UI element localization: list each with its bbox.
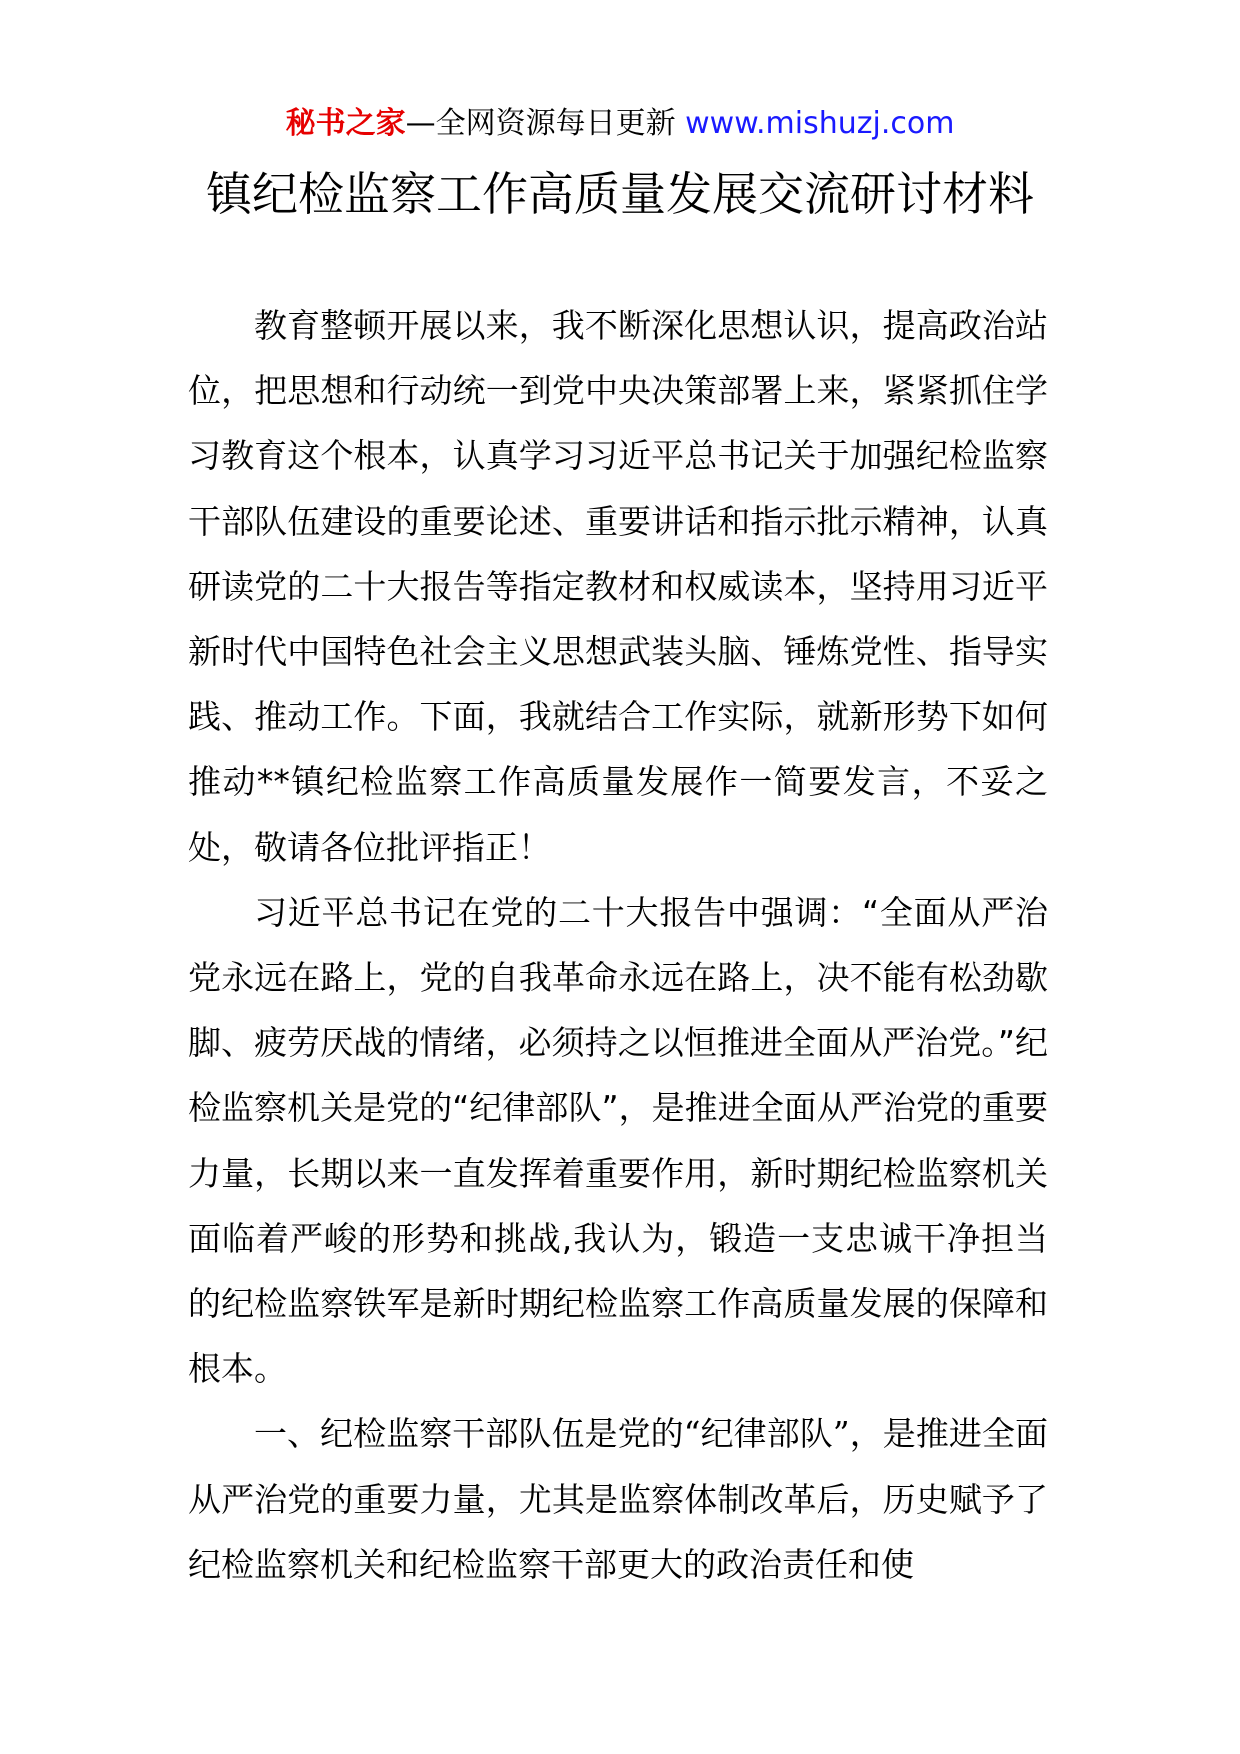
document-body (188, 293, 1048, 1597)
body-paragraph-1: 教育整顿开展以来，我不断深化思想认识，提高政治站位，把思想和行动统一到党中央决策部署上来，紧紧抓住学习教育这个根本，认真学习习近平总书记关于加强纪检监察干部队伍建设的重要论述、重要讲话和指示批示精神，认真研读党的二十大报告等指定教材和权威读本，坚持用习近平新时代中国特色社会主义思想武装头脑、锤炼党性、指导实践、推动工作。下面，我就结合工作实际，就新形势下如何推动**镇纪检监察工作高质量发展作一简要发言，不妥之处，敬请各位批评指正！ (188, 306, 1048, 867)
body-paragraph-3: 一、纪检监察干部队伍是党的“纪律部队”，是推进全面从严治党的重要力量，尤其是监察体制改革后，历史赋予了纪检监察机关和纪检监察干部更大的政治责任和使 (188, 1414, 1048, 1584)
document-title: 镇纪检监察工作高质量发展交流研讨材料 (206, 167, 1034, 221)
body-paragraph-2: 习近平总书记在党的二十大报告中强调：“全面从严治党永远在路上，党的自我革命永远在路上，决不能有松劲歇脚、疲劳厌战的情绪，必须持之以恒推进全面从严治党。”纪检监察机关是党的“纪律部队”，是推进全面从严治党的重要力量，长期以来一直发挥着重要作用，新时期纪检监察机关面临着严峻的形势和挑战,我认为，锻造一支忠诚干净担当的纪检监察铁军是新时期纪检监察工作高质量发展的保障和根本。 (188, 892, 1048, 1389)
site-header (0, 104, 1240, 144)
site-url-link[interactable]: www.mishuzj.com (685, 106, 955, 141)
site-brand: 秘书之家 (285, 106, 406, 141)
site-tagline: —全网资源每日更新 (405, 106, 676, 141)
